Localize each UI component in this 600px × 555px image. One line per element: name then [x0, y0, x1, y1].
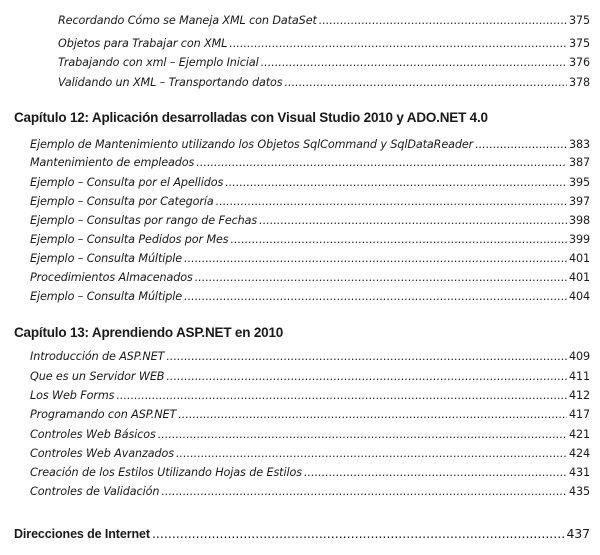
toc-entry-title: Creación de los Estilos Utilizando Hojas de Estilos	[30, 466, 302, 479]
toc-entry-title: Controles Web Básicos	[30, 428, 156, 441]
toc-entry-page: 401	[568, 252, 590, 265]
toc-entry-title: Procedimientos Almacenados	[30, 271, 193, 284]
toc-entry	[30, 176, 590, 189]
toc-entry	[30, 466, 590, 479]
dot-leader	[166, 350, 567, 363]
dot-leader	[225, 176, 567, 189]
dot-leader	[216, 195, 567, 208]
dot-leader	[195, 271, 567, 284]
toc-entry	[58, 14, 590, 27]
toc-entry-page: 387	[568, 156, 590, 169]
dot-leader	[259, 214, 567, 227]
toc-entry-title: Los Web Forms	[30, 389, 115, 402]
toc-entry-page: 424	[568, 447, 590, 460]
toc-entry	[58, 56, 590, 69]
toc-entry	[30, 233, 590, 246]
dot-leader	[231, 233, 567, 246]
dot-leader	[184, 290, 567, 303]
toc-entry	[30, 408, 590, 421]
toc-entry-final	[14, 526, 590, 541]
dot-leader	[285, 76, 567, 89]
toc-entry-page: 378	[568, 76, 590, 89]
dot-leader	[304, 466, 567, 479]
chapter-13-heading: Capítulo 13: Aprendiendo ASP.NET en 2010	[14, 325, 284, 340]
toc-entry-title: Programando con ASP.NET	[30, 408, 177, 421]
toc-entry-title: Ejemplo – Consulta por Categoría	[30, 195, 214, 208]
toc-entry-page: 435	[568, 485, 590, 498]
toc-entry-title: Validando un XML – Transportando datos	[58, 76, 283, 89]
dot-leader	[116, 389, 567, 402]
dot-leader	[319, 14, 567, 27]
toc-entry-page: 376	[568, 56, 590, 69]
dot-leader	[229, 37, 567, 50]
toc-entry-page: 404	[568, 290, 590, 303]
toc-entry	[30, 156, 590, 169]
toc-entry	[30, 447, 590, 460]
toc-entry-title: Ejemplo – Consulta Pedidos por Mes	[30, 233, 229, 246]
toc-entry-page: 395	[568, 176, 590, 189]
toc-entry-page: 375	[568, 37, 590, 50]
dot-leader	[475, 138, 567, 151]
toc-entry-page: 421	[568, 428, 590, 441]
toc-entry-page: 417	[568, 408, 590, 421]
toc-entry	[30, 195, 590, 208]
toc-entry-page: 401	[568, 271, 590, 284]
dot-leader	[184, 252, 567, 265]
toc-entry-page: 412	[568, 389, 590, 402]
dot-leader	[166, 370, 567, 383]
toc-entry	[30, 485, 590, 498]
dot-leader	[261, 56, 567, 69]
toc-entry-title: Ejemplo – Consulta Múltiple	[30, 252, 183, 265]
toc-entry	[58, 76, 590, 89]
toc-entry-page: 398	[568, 214, 590, 227]
toc-entry-title: Controles Web Avanzados	[30, 447, 174, 460]
dot-leader	[152, 526, 564, 541]
toc-entry	[30, 370, 590, 383]
toc-entry-page: 411	[568, 370, 590, 383]
toc-entry	[58, 37, 590, 50]
toc-entry-title: Objetos para Trabajar con XML	[58, 37, 228, 50]
chapter-12-heading: Capítulo 12: Aplicación desarrolladas con Visual Studio 2010 y ADO.NET 4.0	[14, 110, 488, 125]
dot-leader	[158, 428, 567, 441]
toc-entry	[30, 389, 590, 402]
dot-leader	[176, 447, 567, 460]
dot-leader	[196, 156, 567, 169]
toc-entry-title: Mantenimiento de empleados	[30, 156, 195, 169]
toc-entry	[30, 214, 590, 227]
toc-entry-page: 397	[568, 195, 590, 208]
toc-entry-title: Recordando Cómo se Maneja XML con DataSet	[58, 14, 317, 27]
toc-entry-title: Trabajando con xml – Ejemplo Inicial	[58, 56, 259, 69]
toc-entry-title: Controles de Validación	[30, 485, 160, 498]
toc-entry-title: Ejemplo – Consultas por rango de Fechas	[30, 214, 258, 227]
dot-leader	[161, 485, 567, 498]
toc-entry-page: 409	[568, 350, 590, 363]
toc-entry	[30, 350, 590, 363]
toc-entry-title: Ejemplo – Consulta Múltiple	[30, 290, 183, 303]
toc-entry	[30, 290, 590, 303]
toc-entry-page: 375	[568, 14, 590, 27]
toc-entry-title: Direcciones de Internet	[14, 527, 150, 541]
toc-entry-page: 431	[568, 466, 590, 479]
toc-entry	[30, 428, 590, 441]
toc-entry-page: 383	[568, 138, 590, 151]
toc-entry-title: Ejemplo – Consulta por el Apellidos	[30, 176, 224, 189]
toc-entry-title: Introducción de ASP.NET	[30, 350, 165, 363]
toc-entry	[30, 271, 590, 284]
toc-entry-title: Ejemplo de Mantenimiento utilizando los Objetos SqlCommand y SqlDataReader	[30, 138, 474, 151]
dot-leader	[178, 408, 567, 421]
toc-entry-page: 399	[568, 233, 590, 246]
toc-entry	[30, 252, 590, 265]
toc-entry	[30, 138, 590, 151]
toc-entry-title: Que es un Servidor WEB	[30, 370, 165, 383]
toc-entry-page: 437	[566, 526, 590, 541]
